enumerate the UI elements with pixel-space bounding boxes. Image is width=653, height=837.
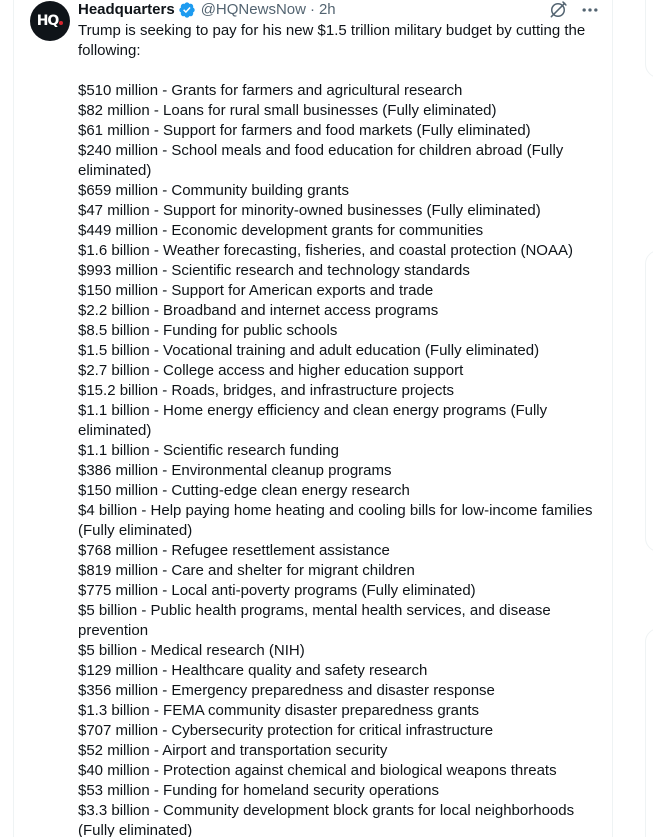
- budget-cut-item: $52 million - Airport and transportation security: [78, 742, 388, 759]
- sidebar-card: [645, 0, 653, 78]
- budget-cut-item: $1.6 billion - Weather forecasting, fisheries, and coastal protection (NOAA): [78, 242, 573, 259]
- avatar-dot: [59, 21, 63, 25]
- verified-badge-icon: [178, 1, 196, 19]
- budget-cut-item: $4 billion - Help paying home heating and cooling bills for low-income families (Fully eliminated): [78, 502, 593, 539]
- budget-cut-item: $356 million - Emergency preparedness and disaster response: [78, 682, 495, 699]
- timeline-left-border: [13, 0, 14, 837]
- budget-cut-item: $82 million - Loans for rural small businesses (Fully eliminated): [78, 102, 497, 119]
- budget-cut-item: $819 million - Care and shelter for migrant children: [78, 562, 415, 579]
- budget-cut-item: $707 million - Cybersecurity protection for critical infrastructure: [78, 722, 494, 739]
- budget-cut-item: $1.5 billion - Vocational training and adult education (Fully eliminated): [78, 342, 540, 359]
- budget-cut-item: $659 million - Community building grants: [78, 182, 349, 199]
- budget-cut-item: $775 million - Local anti-poverty programs (Fully eliminated): [78, 582, 476, 599]
- tweet-intro: Trump is seeking to pay for his new $1.5 trillion military budget by cutting the following:: [78, 22, 586, 59]
- budget-cut-item: $3.3 billion - Community development block grants for local neighborhoods (Fully eliminated): [78, 802, 575, 837]
- avatar[interactable]: [30, 1, 70, 41]
- sidebar-card: [645, 628, 653, 837]
- budget-cut-item: $8.5 billion - Funding for public schools: [78, 322, 338, 339]
- budget-cut-item: $386 million - Environmental cleanup programs: [78, 462, 392, 479]
- budget-cut-item: $5 billion - Medical research (NIH): [78, 642, 305, 659]
- budget-cut-item: $449 million - Economic development grants for communities: [78, 222, 484, 239]
- budget-cut-item: $1.1 billion - Scientific research funding: [78, 442, 339, 459]
- avatar-initials: HQ: [36, 13, 59, 29]
- header-separator: ·: [309, 1, 315, 18]
- budget-cut-item: $510 million - Grants for farmers and agricultural research: [78, 82, 463, 99]
- budget-cut-item: $2.7 billion - College access and higher education support: [78, 362, 464, 379]
- budget-cut-item: $1.1 billion - Home energy efficiency and clean energy programs (Fully eliminated): [78, 402, 548, 439]
- budget-cut-item: $2.2 billion - Broadband and internet access programs: [78, 302, 439, 319]
- grok-icon[interactable]: [548, 0, 568, 20]
- budget-cut-item: $5 billion - Public health programs, mental health services, and disease prevention: [78, 602, 551, 639]
- budget-cut-item: $47 million - Support for minority-owned businesses (Fully eliminated): [78, 202, 541, 219]
- budget-cut-item: $150 million - Support for American exports and trade: [78, 282, 434, 299]
- budget-cut-item: $1.3 billion - FEMA community disaster preparedness grants: [78, 702, 480, 719]
- timeline-right-border: [612, 0, 613, 837]
- tweet-text: [78, 21, 600, 837]
- budget-cut-item: $150 million - Cutting-edge clean energy research: [78, 482, 410, 499]
- budget-cut-item: $15.2 billion - Roads, bridges, and infrastructure projects: [78, 382, 455, 399]
- more-icon[interactable]: [580, 0, 600, 20]
- sidebar-card: [645, 250, 653, 552]
- budget-cut-item: $240 million - School meals and food education for children abroad (Fully eliminated): [78, 142, 564, 179]
- budget-cut-item: $53 million - Funding for homeland security operations: [78, 782, 440, 799]
- budget-cut-item: $768 million - Refugee resettlement assistance: [78, 542, 390, 559]
- timestamp[interactable]: 2h: [318, 1, 336, 18]
- budget-cut-item: $61 million - Support for farmers and food markets (Fully eliminated): [78, 122, 531, 139]
- handle[interactable]: @HQNewsNow: [200, 1, 306, 18]
- budget-cut-item: $993 million - Scientific research and technology standards: [78, 262, 470, 279]
- tweet-header: [78, 0, 336, 20]
- tweet-header-actions: [548, 0, 600, 20]
- display-name[interactable]: Headquarters: [78, 1, 175, 18]
- budget-cut-item: $40 million - Protection against chemical and biological weapons threats: [78, 762, 557, 779]
- budget-cut-item: $129 million - Healthcare quality and safety research: [78, 662, 428, 679]
